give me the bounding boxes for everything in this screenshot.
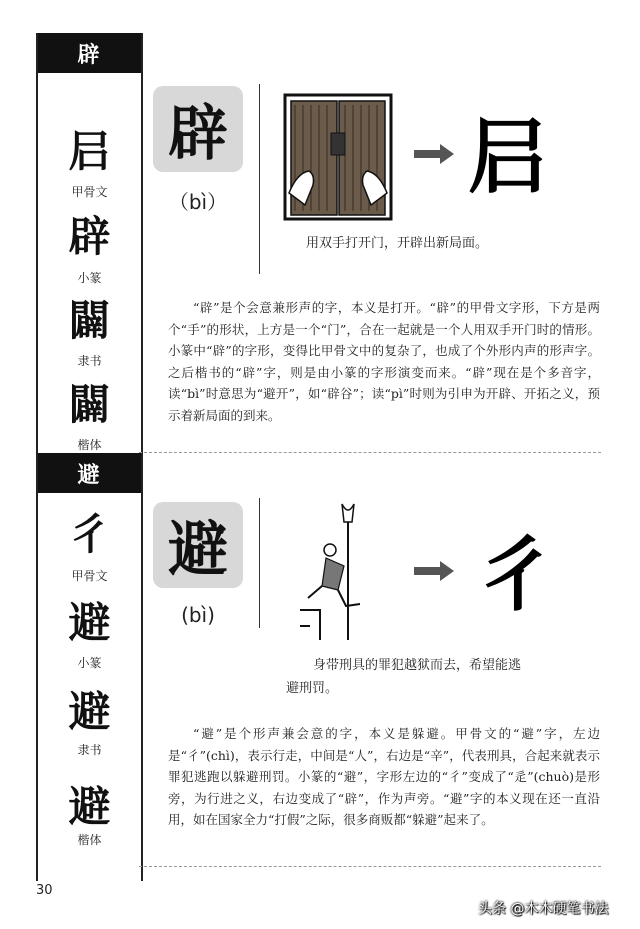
oracle-bone-glyph-pi: 𡰪 bbox=[468, 110, 548, 204]
form-glyph-oracle-bi: 彳 bbox=[68, 510, 111, 559]
section-separator bbox=[139, 866, 601, 867]
section-head-pi: 辟 bbox=[38, 33, 141, 73]
oracle-bone-glyph-bi: 彳 bbox=[476, 528, 556, 622]
form-label-clerical-pi: 隶书 bbox=[77, 354, 102, 368]
form-glyph-seal-bi: 避 bbox=[68, 598, 111, 647]
watermark: 头条 @木木硬笔书法 bbox=[478, 901, 609, 917]
pinyin-pi: （bì） bbox=[168, 190, 228, 214]
pinyin-bi: (bì) bbox=[181, 603, 215, 627]
form-glyph-regular-pi: 闢 bbox=[68, 380, 111, 429]
form-label-oracle-pi: 甲骨文 bbox=[71, 185, 108, 199]
form-label-oracle-bi: 甲骨文 bbox=[71, 569, 108, 583]
fleeing-prisoner-illustration bbox=[298, 500, 388, 640]
section-separator bbox=[139, 452, 601, 453]
description-pi: “辟”是个会意兼形声的字，本义是打开。“辟”的甲骨文字形，下方是两个“手”的形状，上方是一个“门”，合在一起就是一个人用双手开门时的情形。小篆中“辟”的字形，变得比甲骨文中的复杂了，也成了个外形内声的形声字。之后楷书的“辟”字，则是由小篆的字形演变而来。“辟”现在是个多音字，读“bì”时意思为“避开”，如“辟谷”；读“pì”时则为引申为开辟、开拓之义，预示着新局面的到来。 bbox=[168, 300, 600, 423]
arrow-right-icon bbox=[414, 561, 454, 581]
form-glyph-oracle-pi: 𡰪 bbox=[68, 127, 111, 176]
arrow-right-icon bbox=[414, 144, 454, 164]
form-label-seal-bi: 小篆 bbox=[77, 656, 102, 670]
divider-line bbox=[259, 498, 260, 628]
form-label-regular-bi: 楷体 bbox=[77, 833, 102, 847]
illustration-caption-bi-line1: 身带刑具的罪犯越狱而去，希望能逃 bbox=[313, 658, 522, 673]
illustration-caption-pi: 用双手打开门，开辟出新局面。 bbox=[306, 236, 489, 251]
description-bi: “避”是个形声兼会意的字，本义是躲避。甲骨文的“避”字，左边是“彳”(chì)，表示行走，中间是“人”，右边是“辛”，代表刑具，合起来就表示罪犯逃跑以躲避刑罚。小篆的“避”，字形左边的“彳”变成了“辵”(chuò)是形旁，为行进之义，右边变成了“辟”，作为声旁。“避”字的本义现在还一直沿用，如在国家全力“打假”之际，很多商贩都“躲避”起来了。 bbox=[168, 726, 600, 827]
form-glyph-seal-pi: 辟 bbox=[68, 212, 111, 261]
big-character-card-pi: 辟 bbox=[153, 86, 243, 172]
form-label-regular-pi: 楷体 bbox=[77, 438, 102, 452]
character-forms-sidebar bbox=[36, 33, 143, 881]
form-glyph-clerical-pi: 闢 bbox=[68, 296, 111, 345]
page-number: 30 bbox=[36, 883, 53, 898]
illustration-caption-bi-line2: 避刑罚。 bbox=[286, 681, 339, 696]
form-glyph-clerical-bi: 避 bbox=[68, 687, 111, 736]
section-head-bi: 避 bbox=[38, 453, 141, 493]
big-character-card-bi: 避 bbox=[153, 502, 243, 588]
form-label-seal-pi: 小篆 bbox=[77, 271, 102, 285]
form-label-clerical-bi: 隶书 bbox=[77, 743, 102, 757]
door-hands-illustration bbox=[283, 93, 393, 223]
divider-line bbox=[259, 84, 260, 274]
form-glyph-regular-bi: 避 bbox=[68, 782, 111, 831]
